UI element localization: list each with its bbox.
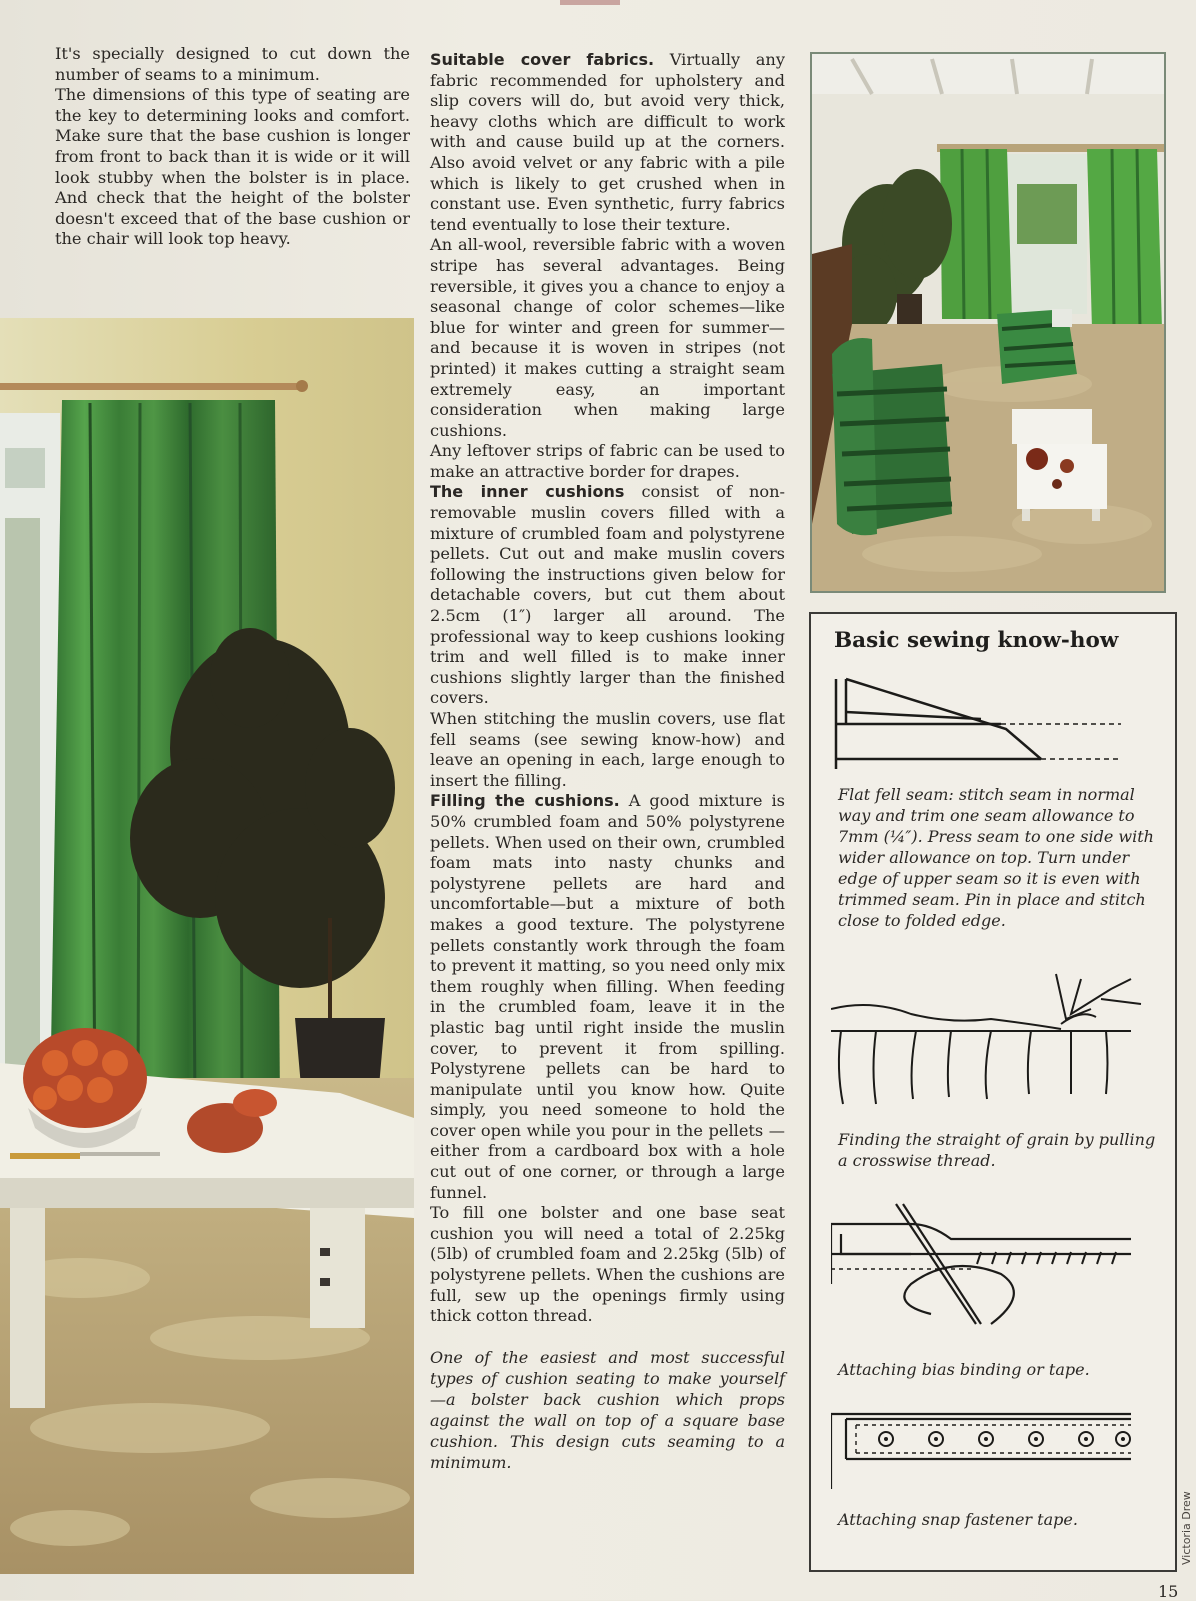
snap-tape-diagram: [831, 1409, 1151, 1499]
bias-binding-diagram: [831, 1194, 1151, 1344]
stitching-paragraph: When stitching the muslin covers, use flat fell seams (see sewing know-how) and leave an opening in each, large enough to insert the filling.: [430, 709, 785, 790]
inner-cushions-body: consist of non-removable muslin covers filled with a mixture of crumbled foam and polystyrene pellets. Cut out and make muslin covers following the instructions given below for detachable covers, but cut them about 2.5cm (1″) larger all around. The professional way to keep cushions looking trim and well filled is to make inner cushions slightly larger than the finished covers.: [430, 482, 786, 708]
flat-fell-seam-diagram: [831, 674, 1131, 774]
flat-fell-caption: Flat fell seam: stitch seam in normal way and trim one seam allowance to 7mm (¼″). Press seam to one side with wider allowance on top. Turn under edge of upper seam so it is even with trimmed seam. Pin in place and stitch close to folded edge.: [838, 785, 1154, 930]
photo-credit: Victoria Drew: [1180, 1491, 1193, 1565]
inner-cushions-paragraph: [430, 482, 785, 709]
snap-tape-caption: Attaching snap fastener tape.: [838, 1510, 1078, 1529]
fill-amount-paragraph: To fill one bolster and one base seat cushion you will need a total of 2.25kg (5lb) of crumbled foam and 2.25kg (5lb) of polystyrene pellets. When the cushions are full, sew up the openings firmly using thick cotton thread.: [430, 1203, 785, 1326]
fabrics-heading: Suitable cover fabrics.: [430, 50, 655, 69]
straight-of-grain-caption: Finding the straight of grain by pulling a crosswise thread.: [838, 1130, 1156, 1170]
fabrics-body: Virtually any fabric recommended for upholstery and slip covers will do, but avoid very thick, heavy cloths which are difficult to work with and cause build up at the corners. Also avoid velvet or any fabric with a pile which is likely to get crushed when in constant use. Even synthetic, furry fabrics tend eventually to lose their texture.: [430, 50, 785, 234]
bolster-seating-photo: [810, 52, 1166, 593]
leftover-paragraph: Any leftover strips of fabric can be used to make an attractive border for drapes.: [430, 441, 785, 481]
inner-cushions-heading: The inner cushions: [430, 482, 625, 502]
bias-binding-caption: Attaching bias binding or tape.: [838, 1360, 1090, 1379]
page-top-edge: [560, 0, 620, 5]
wool-paragraph: An all-wool, reversible fabric with a woven stripe has several advantages. Being reversible, it gives you a chance to enjoy a seasonal change of color schemes—like blue for winter and green for summer—and because it is woven in stripes (not printed) it makes cutting a straight seam extremely easy, an important consideration when making large cushions.: [430, 235, 785, 440]
column-1-text: [55, 44, 410, 250]
straight-of-grain-diagram: [831, 969, 1151, 1109]
page-number: 15: [1158, 1582, 1179, 1601]
sewing-know-how-box: [809, 612, 1177, 1572]
sewing-title: Basic sewing know-how: [834, 628, 1119, 653]
dimensions-paragraph: The dimensions of this type of seating are the key to determining looks and comfort. Make sure that the base cushion is longer from front to back than it is wide or it will look stubby when the bolster is in place. And check that the height of the bolster doesn't exceed that of the base cushion or the chair will look top heavy.: [55, 85, 410, 249]
fabrics-paragraph: [430, 50, 785, 235]
living-room-photo: [0, 318, 414, 1574]
filling-paragraph: [430, 791, 785, 1203]
photo-caption: One of the easiest and most successful types of cushion seating to make yourself —a bolster back cushion which props against the wall on top of a square base cushion. This design cuts seaming to a minimum.: [430, 1347, 785, 1472]
column-2-text: [430, 50, 785, 1473]
filling-body: A good mixture is 50% crumbled foam and 50% polystyrene pellets. When used on their own, crumbled foam mats into nasty chunks and polystyrene pellets are hard and uncomfortable—but a mixture of both makes a good texture. The polystyrene pellets constantly work through the foam to prevent it matting, so you need only mix them roughly when filling. When feeding in the crumbled foam, leave it in the plastic bag until right inside the muslin cover, to prevent it from spilling. Polystyrene pellets can be hard to manipulate until you know how. Quite simply, you need someone to hold the cover open while you pour in the pellets —either from a cardboard box with a hole cut out of one corner, or through a large funnel.: [430, 791, 785, 1202]
filling-heading: Filling the cushions.: [430, 791, 620, 811]
intro-paragraph: It's specially designed to cut down the number of seams to a minimum.: [55, 44, 410, 84]
